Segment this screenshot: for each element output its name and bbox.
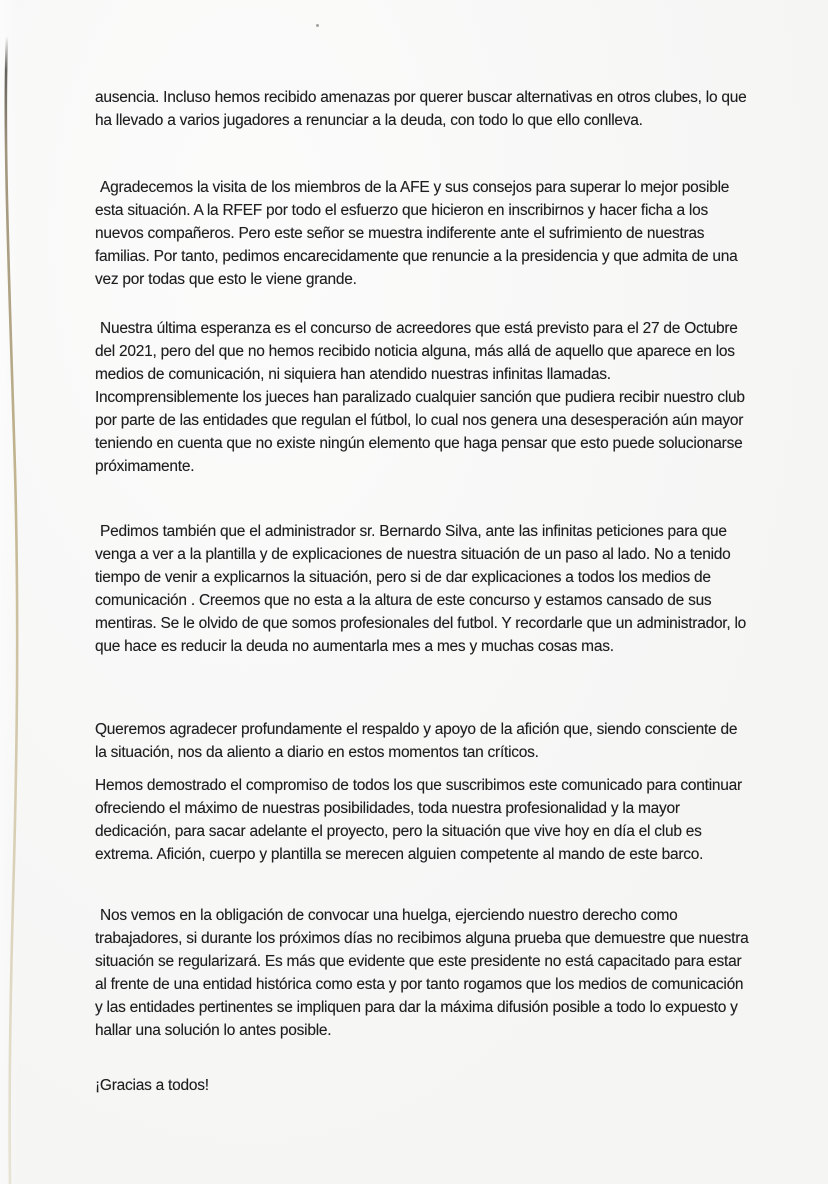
closing-line: ¡Gracias a todos! bbox=[95, 1077, 209, 1094]
paragraph-aficion: Queremos agradecer profundamente el respaldo y apoyo de la afición que, siendo consciente de la situación, nos da aliento a diario en estos momentos tan críticos. bbox=[95, 721, 738, 761]
paragraph-compromiso: Hemos demostrado el compromiso de todos los que suscribimos este comunicado para continuar ofreciendo el máximo de nuestras posibilidades, toda nuestra profesionalidad y la mayor dedicación, para sacar adelante el proyecto, pero la situación que vive hoy en día el club es extrema. Afición, cuerpo y plantilla se merecen alguien competente al mando de este barco. bbox=[95, 777, 742, 863]
scan-speck bbox=[316, 24, 319, 27]
letter-body bbox=[95, 86, 750, 1097]
paragraph-agradecemos: Agradecemos la visita de los miembros de la AFE y sus consejos para superar lo mejor posible esta situación. A la RFEF por todo el esfuerzo que hicieron en inscribirnos y hacer ficha a los nuevos compañeros. Pero este señor se muestra indiferente ante el sufrimiento de nuestras familias. Por tanto, pedimos encarecidamente que renuncie a la presidencia y que admita de una vez por todas que esto le viene grande. bbox=[95, 179, 738, 288]
paragraph-esperanza: Nuestra última esperanza es el concurso de acreedores que está previsto para el 27 de Octubre del 2021, pero del que no hemos recibido noticia alguna, más allá de aquello que aparece en los medios de comunicación, ni siquiera han atendido nuestras infinitas llamadas. Incomprensiblemente los jueces han paralizado cualquier sanción que pudiera recibir nuestro club por parte de las entidades que regulan el fútbol, lo cual nos genera una desesperación aún mayor teniendo en cuenta que no existe ningún elemento que haga pensar que esto puede solucionarse próximamente. bbox=[95, 320, 745, 475]
paper-edge-line bbox=[0, 0, 26, 1184]
paragraph-huelga: Nos vemos en la obligación de convocar una huelga, ejerciendo nuestro derecho como trabajadores, si durante los próximos días no recibimos alguna prueba que demuestre que nuestra situación se regularizará. Es más que evidente que este presidente no está capacitado para estar al frente de una entidad histórica como esta y por tanto rogamos que los medios de comunicación y las entidades pertinentes se impliquen para dar la máxima difusión posible a todo lo expuesto y hallar una solución lo antes posible. bbox=[95, 907, 749, 1039]
paragraph-ausencia: ausencia. Incluso hemos recibido amenazas por querer buscar alternativas en otros clubes, lo que ha llevado a varios jugadores a renunciar a la deuda, con todo lo que ello conlleva. bbox=[95, 89, 747, 129]
paragraph-administrador: Pedimos también que el administrador sr. Bernardo Silva, ante las infinitas peticiones para que venga a ver a la plantilla y de explicaciones de nuestra situación de un paso al lado. No a tenido tiempo de venir a explicarnos la situación, pero si de dar explicaciones a todos los medios de comunicación . Creemos que no esta a la altura de este concurso y estamos cansado de sus mentiras. Se le olvido de que somos profesionales del futbol. Y recordarle que un administrador, lo que hace es reducir la deuda no aumentarla mes a mes y muchas cosas mas. bbox=[95, 523, 747, 655]
